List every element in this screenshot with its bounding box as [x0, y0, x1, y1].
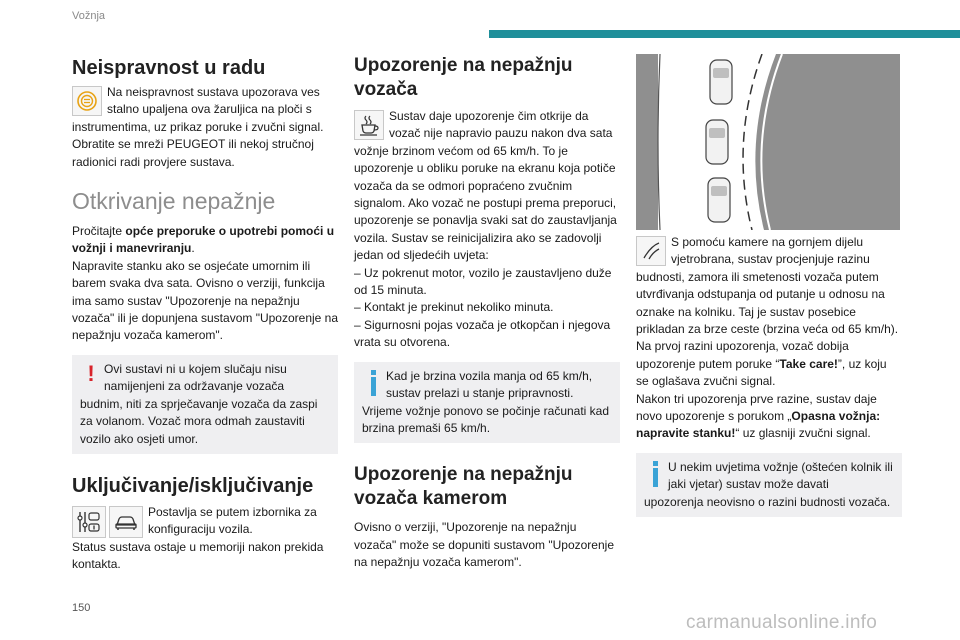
steering-alert-icon [636, 236, 666, 266]
heading-camera-alert: Upozorenje na nepažnju vozača kamerom [354, 464, 573, 510]
heading-attention-detection: Otkrivanje nepažnje [72, 188, 276, 215]
driver-alert-warning-icon [72, 86, 102, 116]
activation-text: Status sustava ostaje u memoriji nakon prekida kontakta. [72, 539, 324, 572]
info-note-text: Vrijeme vožnje ponovo se počinje računati kad brzina premaši 65 km/h. [362, 403, 610, 435]
info-note-camera-lead: U nekim uvjetima vožnje (oštećen kolnik ili jaki vjetar) sustav može davati [668, 459, 893, 492]
level1-text: Na prvoj razini upozorenja, vozač dobija upozorenje putem poruke “Take care!”, uz koju se oglašava zvučni signal. [636, 339, 887, 389]
read-recommendations-text: Pročitajte opće preporuke o upotrebi pomoći u vožnji i manevriranju. [72, 224, 335, 256]
alert-text: vožnje brzinom većom od 65 km/h. To je upozorenje u obliku poruke na ekranu koja potiče vozača da se odmori popraćeno zvučnim signalom. Ako vozač ne postupi prema preporuci, upozorenje se ponavlja svaki sat do zaustavljanja vozila. Sustav se reinicijalizira ako se zadovolji jedan od sljedećih uvjeta: [354, 143, 617, 263]
malfunction-text-lead: Na neispravnost sustava upozorava ves stalno upaljena ova žaruljica na ploči s [107, 85, 320, 117]
condition-item: – Kontakt je prekinut nekoliko minuta. [354, 300, 554, 315]
header-accent-bar [489, 30, 960, 38]
warning-note-text: budnim, niti za sprječavanje vozača da zaspi za volanom. Vozač mora odmah zaustaviti vozilo ako osjeti umor. [80, 396, 318, 446]
warning-note [72, 355, 338, 454]
condition-item: – Uz pokrenut motor, vozilo je zaustavljeno duže od 15 minuta. [354, 265, 612, 298]
vehicle-settings-menu-icon [72, 506, 106, 538]
watermark: carmanualsonline.info [686, 612, 878, 633]
info-note-lead: Kad je brzina vozila manja od 65 km/h, sustav prelazi u stanje pripravnosti. [386, 368, 593, 401]
heading-driver-attention-alert: Upozorenje na nepažnju vozača [354, 55, 573, 100]
detection-text: Napravite stanku ako se osjećate umornim ili barem svaka dva sata. Ovisno o verziji, funkcija ima samo sustav "Upozorenje na nepažnju vozača" ili je dopunjena sustavom "Upozorenje na nepažnju vozača kamerom". [72, 258, 339, 343]
condition-item: – Sigurnosni pojas vozača je otkopčan i njegova vrata su otvorena. [354, 317, 611, 350]
info-note-camera [636, 453, 902, 517]
page-number: 150 [72, 602, 91, 614]
coffee-cup-icon [354, 110, 384, 140]
camera-text-lead: S pomoću kamere na gornjem dijelu vjetrobrana, sustav procjenjuje razinu [671, 235, 870, 267]
activation-text-lead: Postavlja se putem izbornika za konfiguraciju vozila. [148, 504, 317, 537]
info-icon [653, 461, 658, 487]
column-1 [72, 54, 338, 574]
warning-note-lead: Ovi sustavi ni u kojem slučaju nisu namijenjeni za održavanje vozača [104, 361, 287, 394]
header-section-title: Vožnja [72, 10, 106, 22]
alert-text-lead: Sustav daje upozorenje čim otkrije da vozač nije napravio pauzu nakon dva sata [389, 109, 613, 141]
column-3 [636, 54, 902, 517]
heading-malfunction: Neispravnost u radu [72, 57, 266, 79]
info-note-camera-text: upozorenja neovisno o razini budnosti vozača. [644, 494, 891, 509]
malfunction-text: instrumentima, uz prikaz poruke i zvučni signal. Obratite se mreži PEUGEOT ili nekoj stručnoj radionici radi provjere sustava. [72, 119, 324, 169]
lane-departure-illustration [636, 54, 900, 230]
info-note [354, 362, 620, 444]
warning-exclamation-icon: ! [87, 360, 95, 386]
camera-intro-text: Ovisno o verziji, "Upozorenje na nepažnju vozača" može se dopuniti sustavom "Upozorenje na nepažnju vozača kamerom". [354, 520, 614, 570]
heading-activation: Uključivanje/isključivanje [72, 474, 314, 497]
level2-text: Nakon tri upozorenja prve razine, sustav daje novo upozorenje s porukom „Opasna vožnja: napravite stanku!“ uz glasniji zvučni signal. [636, 391, 881, 441]
car-icon [109, 506, 143, 538]
column-2 [354, 54, 620, 572]
camera-text: budnosti, zamora ili smetenosti vozača putem utvrđivanja odstupanja od putanje u odnosu na oznake na kolniku. Taj je sustav posebice prikladan za brze ceste (brzina veća od 65 km/h). [636, 269, 899, 337]
info-icon [371, 370, 376, 396]
